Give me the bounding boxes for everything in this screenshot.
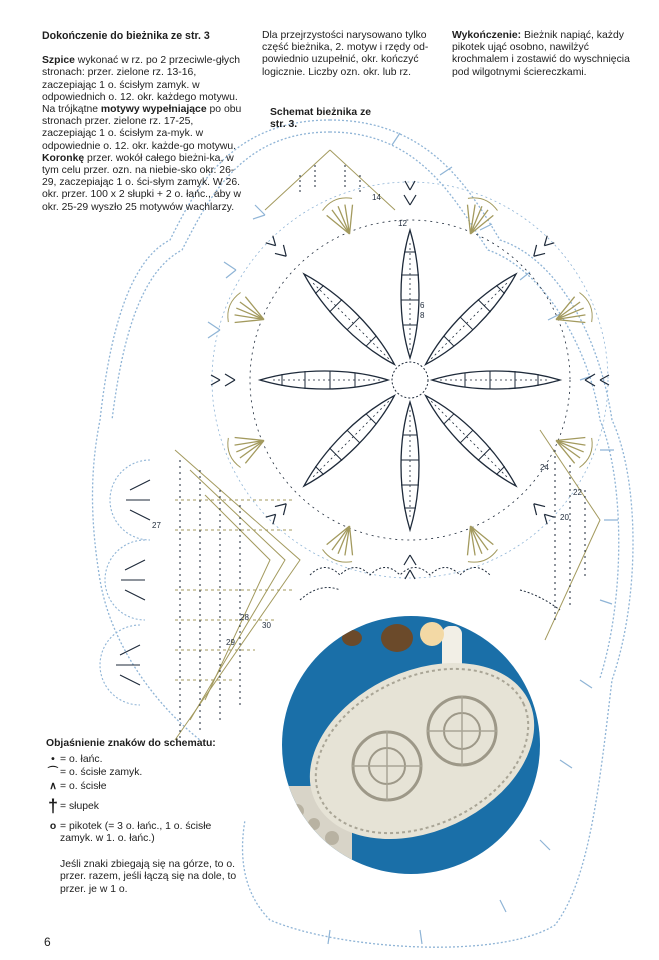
legend-title: Objaśnienie znaków do schematu: <box>46 738 216 749</box>
row-number: 28 <box>240 613 249 622</box>
row-number: 8 <box>420 311 425 320</box>
symbol-legend <box>46 738 246 896</box>
cross-symbol-icon: † <box>47 795 58 816</box>
row-number: 22 <box>573 488 582 497</box>
paragraph-lace: Koronkę przer. wokół całego bieżni-ka, w tym celu przer. ozn. na niebie-sko okr. 26-29, zaczepiając 1 o. ści-słym zamyk. W 26. okr. przer. 100 x 2 słupki + 2 o. łańc., aby w okr. 25-29 wyszło 25 motywów wachlarzy. <box>42 152 241 213</box>
runner-photo <box>282 616 540 874</box>
ring-symbol-icon: o <box>49 820 57 832</box>
legend-item: ∧ = o. ścisłe <box>46 781 246 793</box>
row-number: 29 <box>226 638 235 647</box>
row-number: 6 <box>420 301 425 310</box>
diagram-lower-scallops <box>300 568 560 611</box>
scheme-caption: Schemat bieżnika ze str. 3. <box>270 107 372 131</box>
row-number: 20 <box>560 513 569 522</box>
left-column <box>42 30 242 214</box>
page-number: 6 <box>44 935 51 949</box>
legend-item: † = słupek <box>47 795 99 816</box>
legend-item: o = pikotek (= 3 o. łańc., 1 o. ścisłe zamyk. w 1. o. łańc.) <box>46 821 246 845</box>
middle-column <box>262 30 442 79</box>
section-title: Dokończenie do bieżnika ze str. 3 <box>42 30 210 42</box>
caret-symbol-icon: ∧ <box>49 780 57 792</box>
row-number: 30 <box>262 621 271 630</box>
paragraph-motifs: Na trójkątne motywy wypełniające po obu stronach przer. zielone rz. 17-25, zaczepiając 1 o. ścisłym za-myk. w odpowiednie o. 12. okr. każde-go motywu. <box>42 104 242 152</box>
right-column <box>452 30 648 79</box>
row-number: 12 <box>398 219 407 228</box>
diagram-rosette <box>211 181 609 579</box>
legend-item: • = o. łańc. <box>46 754 246 766</box>
row-number: 14 <box>372 193 381 202</box>
diagram-row-numbers <box>152 193 582 647</box>
paragraph-spikes: Szpice wykonać w rz. po 2 przeciwle-głych stronach: przer. zielone rz. 13-16, zaczepiając 1 o. ścisłym zamyk. w odpowiednich o. 12. okr. każdego motywu. <box>42 55 241 103</box>
arc-symbol-icon: ⌒ <box>47 767 59 779</box>
row-number: 24 <box>540 463 549 472</box>
dot-symbol-icon: • <box>51 754 55 766</box>
middle-text: Dla przejrzystości narysowano tylko część bieżnika, 2. motyw i rzędy od-powiednio uzupełnić, okr. kończyć logicznie. Liczby ozn. okr. lub rz. <box>262 30 429 78</box>
diagram-left-fans <box>100 460 150 705</box>
diagram-left-spike <box>175 450 300 740</box>
diagram-right-spike <box>540 430 600 640</box>
legend-note: Jeśli znaki zbiegają się na górze, to o. przer. razem, jeśli łączą się na dole, to przer. je w 1 o. <box>60 859 237 895</box>
row-number: 27 <box>152 521 161 530</box>
finishing-text: Wykończenie: Bieżnik napiąć, każdy pikotek ująć osobno, nawilżyć krochmalem i zostawić do wyschnięcia pod wilgotnymi ściereczkami. <box>452 30 630 78</box>
legend-item: ⌒ = o. ścisłe zamyk. <box>47 767 143 779</box>
